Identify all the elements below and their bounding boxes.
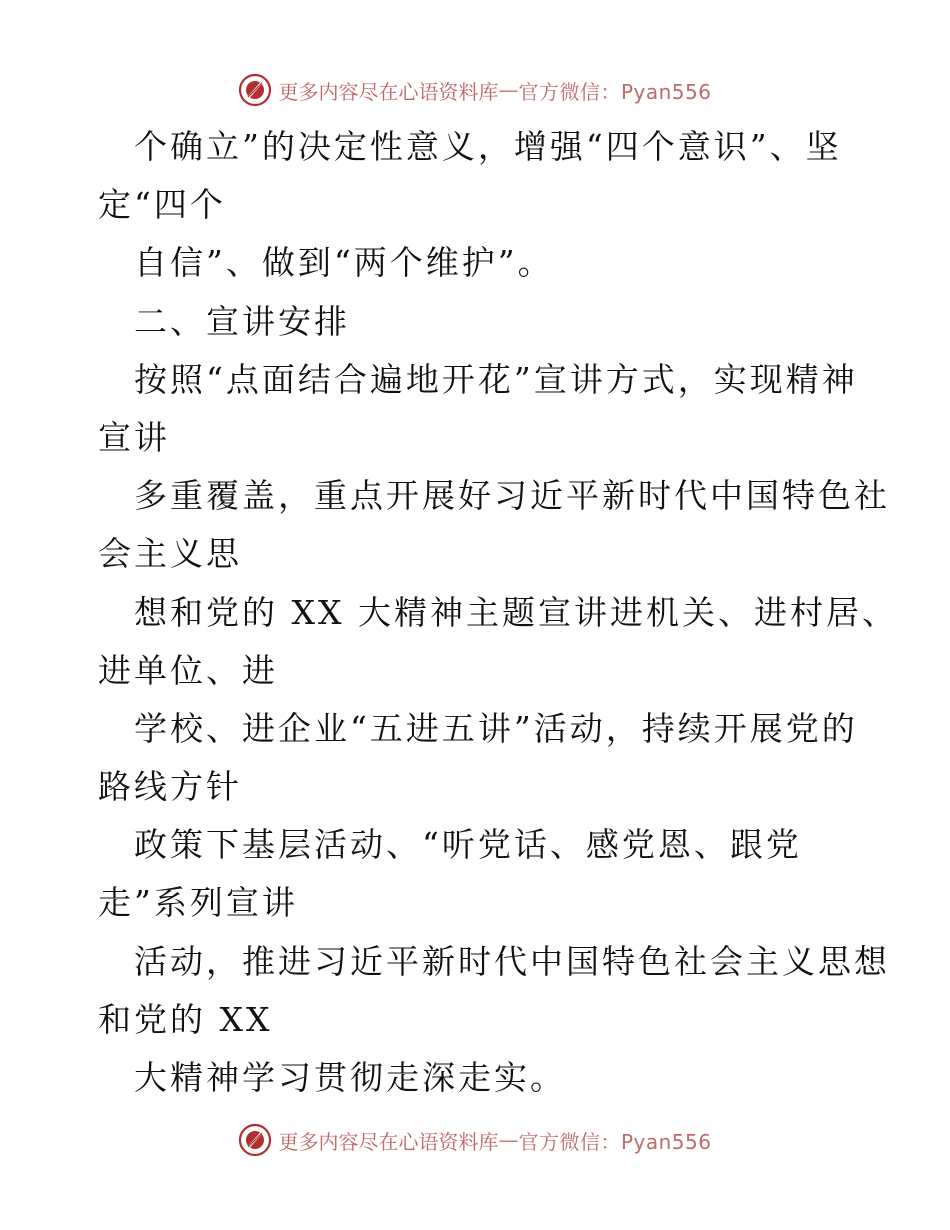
banner-wechat: 官方微信：Pyan556 [518,79,712,104]
body-line: 走”系列宣讲 [98,883,298,923]
body-line: 大精神学习贯彻走深走实。 [134,1058,566,1097]
body-line: 宣讲 [98,417,170,457]
body-line: 想和党的 XX 大精神主题宣讲进机关、进村居、 [134,592,898,632]
body-line: 进单位、进 [98,650,278,690]
banner-separator: — [498,78,519,102]
body-line: 政策下基层活动、“听党话、感党恩、跟党 [134,825,802,865]
body-line: 和党的 XX [98,999,273,1039]
banner-separator: — [498,1128,519,1152]
section-heading: 二、宣讲安排 [134,301,350,341]
banner-wechat: 官方微信：Pyan556 [518,1129,712,1154]
body-line: 会主义思 [98,534,242,574]
body-line: 多重覆盖，重点开展好习近平新时代中国特色社 [134,476,890,516]
body-line: 路线方针 [98,767,242,807]
quill-seal-icon [238,1123,272,1157]
banner-title: 更多内容尽在心语资料库 [278,1129,499,1154]
document-body [98,118,898,1107]
body-line: 学校、进企业“五进五讲”活动，持续开展党的 [134,708,858,748]
banner-title: 更多内容尽在心语资料库 [278,79,499,104]
header-watermark [0,70,950,110]
quill-seal-icon [238,73,272,107]
body-line: 个确立”的决定性意义，增强“四个意识”、坚 [134,127,842,166]
body-line: 按照“点面结合遍地开花”宣讲方式，实现精神 [134,359,858,399]
body-line: 活动，推进习近平新时代中国特色社会主义思想 [134,941,890,981]
body-line: 自信”、做到“两个维护”。 [134,243,554,283]
footer-watermark [0,1120,950,1160]
body-line: 定“四个 [98,185,226,225]
